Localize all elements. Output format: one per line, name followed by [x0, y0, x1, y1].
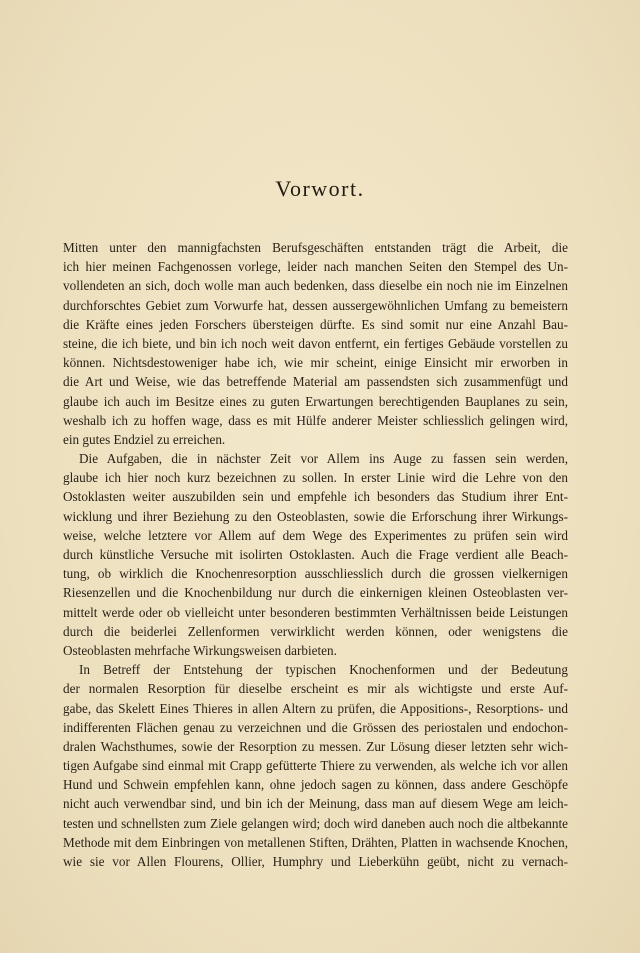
text-line: weise, welche letztere vor Allem auf dem Wege des Experimentes zu prüfen sein wird — [63, 527, 568, 543]
text-line: Riesenzellen und die Knochenbildung nur durch die einkernigen kleinen Osteoblasten ver- — [63, 585, 568, 601]
text-line: Methode mit dem Einbringen von metallenen Stiften, Drähten, Platten in wachsende Knochen, — [63, 834, 568, 850]
text-line: Hund und Schwein empfehlen kann, ohne jedoch sagen zu können, dass andere Geschöpfe — [63, 777, 568, 793]
text-line: In Betreff der Entstehung der typischen Knochenformen und der Bedeutung — [79, 662, 568, 678]
preface-text — [63, 238, 568, 871]
text-line: testen und schnellsten zum Ziele gelangen wird; doch wird daneben auch noch die altbekannte — [63, 815, 568, 831]
text-line: dralen Wachsthumes, sowie der Resorption zu messen. Zur Lösung dieser letzten sehr wich- — [63, 738, 568, 754]
text-line: Osteoblasten mehrfache Wirkungsweisen darbieten. — [63, 642, 337, 658]
text-line: indifferenten Flächen genau zu verzeichnen und die Grössen des periostalen und endochon- — [63, 719, 568, 735]
text-line: können. Nichtsdestoweniger habe ich, wie mir scheint, einige Einsicht mir erworben in — [63, 355, 568, 371]
text-line: Ostoklasten weiter auszubilden sein und empfehle ich besonders das Studium ihrer Ent- — [63, 489, 568, 505]
page-title: Vorwort. — [275, 176, 365, 201]
text-line: wicklung und ihrer Beziehung zu den Osteoblasten, sowie die Erforschung ihrer Wirkungs- — [63, 508, 568, 524]
text-line: durchforschtes Gebiet zum Vorwurfe hat, dessen aussergewöhnlichen Umfang zu bemeistern — [63, 297, 568, 313]
text-line: tung, ob wirklich die Knochenresorption ausschliesslich durch die grossen vielkernigen — [63, 566, 568, 582]
text-line: Die Aufgaben, die in nächster Zeit vor Allem ins Auge zu fassen sein werden, — [79, 451, 568, 467]
text-line: glaube ich auch im Besitze eines zu guten Erwartungen berechtigenden Bauplanes zu sein, — [63, 393, 568, 409]
text-line: mittelt werde oder ob vielleicht unter besonderen bestimmten Verhältnissen beide Leistungen — [63, 604, 568, 620]
text-line: gabe, das Skelett Eines Thieres in allen Altern zu prüfen, die Appositions-, Resorptions- und — [63, 700, 568, 716]
text-line: ich hier meinen Fachgenossen vorlege, leider nach manchen Seiten den Stempel des Un- — [63, 259, 568, 275]
text-line: glaube ich hier noch kurz bezeichnen zu sollen. In erster Linie wird die Lehre von den — [63, 470, 568, 486]
text-line: nicht auch verwendbar sind, und bin ich der Meinung, dass man auf diesem Wege am leich- — [63, 796, 568, 812]
text-line: weshalb ich zu hoffen wage, dass es mit Hülfe anderer Meister schliesslich gelingen wird, — [63, 412, 568, 428]
text-line: die Art und Weise, wie das betreffende Material am passendsten sich zusammenfügt und — [63, 374, 568, 390]
text-line: Mitten unter den mannigfachsten Berufsgeschäften entstanden trägt die Arbeit, die — [63, 240, 568, 255]
text-line: tigen Aufgabe sind einmal mit Crapp gefütterte Thiere zu verwenden, als welche ich vor allen — [63, 758, 568, 774]
text-line: die Kräfte eines jeden Forschers übersteigen dürfte. Es sind somit nur eine Anzahl Bau- — [63, 316, 568, 332]
text-line: wie sie vor Allen Flourens, Ollier, Humphry und Lieberkühn geübt, nicht zu vernach- — [63, 854, 568, 869]
text-line: ein gutes Endziel zu erreichen. — [63, 431, 226, 447]
text-line: durch künstliche Versuche mit isolirten Ostoklasten. Auch die Frage verdient alle Beach- — [63, 547, 568, 562]
text-line: der normalen Resorption für dieselbe erscheint es mir als wichtigste und erste Auf- — [63, 681, 568, 697]
text-line: vollendeten an sich, doch wolle man auch bedenken, dass dieselbe ein noch nie im Einzelnen — [63, 278, 568, 294]
text-line: steine, die ich biete, und bin ich noch weit davon entfernt, ein fertiges Gebäude vorstellen zu — [63, 335, 568, 351]
text-line: durch die beiderlei Zellenformen verwirklicht werden können, oder wenigstens die — [63, 623, 568, 639]
